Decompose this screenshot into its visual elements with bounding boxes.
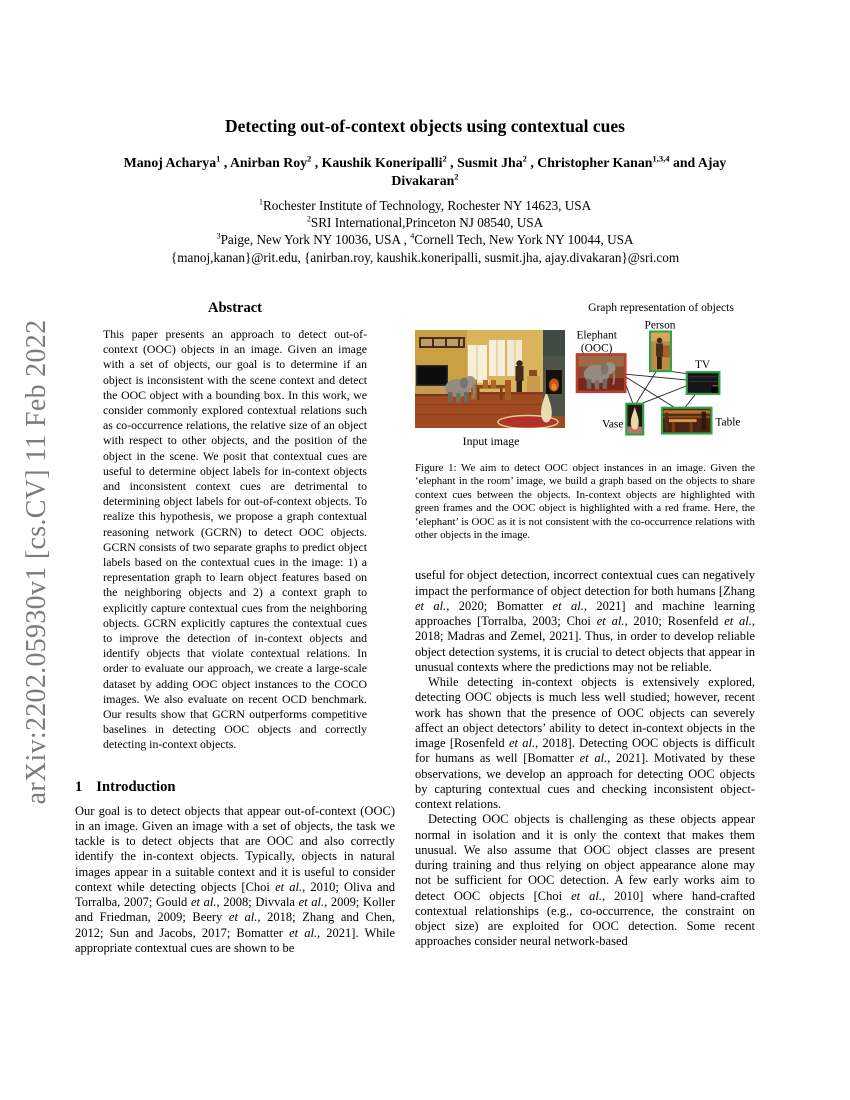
right-column-body: [415, 568, 755, 949]
elephant-node-label: Elephant: [576, 329, 617, 342]
author-affil-sup: 1,3,4: [652, 153, 670, 164]
affiliation-lines: [0, 197, 850, 249]
vase-node-label: Vase: [601, 418, 624, 431]
paper-title: Detecting out-of-context objects using contextual cues: [225, 116, 625, 136]
input-image-thumb: [415, 330, 565, 428]
figure-1: [415, 295, 755, 452]
author-emails: {manoj,kanan}@rit.edu, {anirban.roy, kaushik.koneripalli, susmit.jha, ajay.divakaran}@sri.com: [170, 249, 680, 265]
author-affil-sup: 2: [307, 153, 312, 164]
author-affil-sup: 2: [454, 170, 459, 181]
figure-graph-block: [567, 301, 755, 452]
body-paragraph-1: useful for object detection, incorrect contextual cues can negatively impact the performance of object detection for both humans [Zhang et al., 2020; Bomatter et al., 2021] and machine learning approaches [Torralba, 2003; Choi et al., 2010; Rosenfeld et al., 2018; Madras and Zemel, 2021]. Thus, in order to develop reliable object detection systems, it is crucial to detect objects that appear in unusual contexts where the predictions may not be reliable.: [415, 568, 756, 674]
right-column: [415, 295, 755, 956]
arxiv-watermark: arXiv:2202.05930v1 [cs.CV] 11 Feb 2022: [21, 319, 52, 805]
author-name: Kaushik Koneripalli: [321, 155, 443, 170]
author-name: Christopher Kanan: [537, 155, 653, 170]
body-paragraph-3: Detecting OOC objects is challenging as these objects appear normal in isolation and it is only the context that makes them unusual. We also assume that OOC object classes are present during training and thus relying on object appearance alone may not be sufficient for OOC detection. A few early works aim to detect OOC objects [Choi et al., 2010] where hand-crafted contextual relationships (e.g., co-occurrence, the constraint on object size) are exploited for OOC detection. Some recent approaches consider neural network-based: [415, 812, 755, 949]
affiliation-sup: 4: [410, 232, 415, 242]
two-column-body: [75, 295, 755, 956]
author-name: Manoj Acharya: [123, 155, 217, 170]
elephant-node: [577, 354, 625, 392]
tv-node: [687, 372, 720, 394]
tv-node-label: TV: [694, 359, 711, 372]
elephant-node-sublabel: (OOC): [580, 342, 613, 355]
section-1-heading: [75, 779, 395, 796]
figure-caption: Figure 1: We aim to detect OOC object instances in an image. Given the ‘elephant in the room’ image, we build a graph based on the objects to share context cues between the objects. In-context objects are highlighted with green frames and the OOC object is highlighted with a red frame. Here, the ‘elephant’ is OOC as it is not consistent with the co-occurrence relations with other objects in the image.: [415, 462, 755, 542]
author-affil-sup: 2: [522, 153, 527, 164]
figure-input-block: [415, 330, 567, 449]
graph-title: Graph representation of objects: [588, 301, 734, 314]
abstract-text: This paper presents an approach to detect out-of-context (OOC) objects in an image. Given an image with a set of objects, our goal is to determine if an object is inconsistent with the scene context and detect the OOC object with a bounding box. In this work, we consider commonly explored contextual relations such as co-occurrence relations, the relative size of an object with respect to other objects, and the position of the object in the scene. We posit that contextual cues are useful to determine object labels for in-context objects and inconsistent context cues are detrimental to determining object labels for out-of-context objects. To realize this hypothesis, we propose a graph contextual reasoning network (GCRN) to detect OOC objects. GCRN consists of two separate graphs to predict object labels based on the contextual cues in the image: 1) a representation graph to learn object features based on the neighboring objects and 2) a context graph to explicitly capture contextual cues from the neighboring objects. GCRN explicitly captures the contextual cues to improve the detection of in-context objects and identify objects that violate contextual relations. In order to evaluate our approach, we create a large-scale dataset by adding OOC object instances to the COCO images. We also evaluate on recent OCD benchmark. Our results show that GCRN outperforms competitive baselines in detecting OOC objects and correctly detecting in-context objects.: [103, 327, 367, 752]
author-name: Ajay Divakaran: [391, 155, 727, 188]
author-name: Susmit Jha: [457, 155, 523, 170]
affiliation-line: $^3$Paige, New York NY 10036, USA , $^4$Cornell Tech, New York NY 10044, USA: [216, 232, 634, 248]
body-paragraph-2: While detecting in-context objects is extensively explored, detecting OOC objects is much less well studied; however, recent work has shown that the presence of OOC objects can severely affect an object detectors’ ability to detect in-context objects in the image [Rosenfeld et al., 2018]. Detecting OOC objects is difficult for humans as well [Bomatter et al., 2021]. Motivated by these observations, we develop an approach for detecting OOC objects by capturing contextual cues and checking inconsistent object-context relations.: [415, 675, 756, 812]
input-image-label: Input image: [462, 434, 520, 448]
authors-line: Manoj Acharya$^1$ , Anirban Roy$^2$ , Kaushik Koneripalli$^2$ , Susmit Jha$^2$ , Christopher Kanan$^{1,3,4}$ and Ajay Divakaran$^2$: [123, 153, 727, 188]
intro-paragraph: Our goal is to detect objects that appear out-of-context (OOC) in an image. Given an image with a set of objects, the task we tackle is to detect objects that are OOC and also correctly identify the in-context objects. Typically, objects in natural images appear in a suitable context and it is useful to consider context while detecting objects [Choi et al., 2010; Oliva and Torralba, 2007; Gould et al., 2008; Divvala et al., 2009; Koller and Friedman, 2009; Beery et al., 2018; Zhang and Chen, 2012; Sun and Jacobs, 2017; Bomatter et al., 2021]. While appropriate contextual cues are shown to be: [75, 803, 395, 955]
affiliation-sup: 2: [306, 214, 311, 224]
section-title: Introduction: [96, 778, 176, 795]
person-node: [650, 332, 671, 372]
abstract-heading: Abstract: [208, 300, 262, 316]
author-name: Anirban Roy: [229, 155, 308, 170]
section-number: 1: [75, 778, 83, 795]
affiliation-line: $^2$SRI International,Princeton NJ 08540, USA: [306, 214, 544, 231]
table-node: [662, 408, 711, 434]
affiliation-sup: 1: [258, 197, 263, 207]
left-column: [75, 295, 395, 956]
vase-node: [626, 404, 643, 435]
affiliation-line: $^1$Rochester Institute of Technology, Rochester NY 14623, USA: [258, 197, 592, 213]
table-node-label: Table: [715, 416, 741, 429]
graph-edges: [623, 370, 696, 408]
affiliation-sup: 3: [216, 232, 221, 242]
person-node-label: Person: [644, 319, 676, 332]
object-graph: [567, 315, 755, 452]
author-affil-sup: 1: [216, 153, 221, 164]
author-affil-sup: 2: [442, 153, 447, 164]
affiliations-block: [0, 197, 850, 266]
